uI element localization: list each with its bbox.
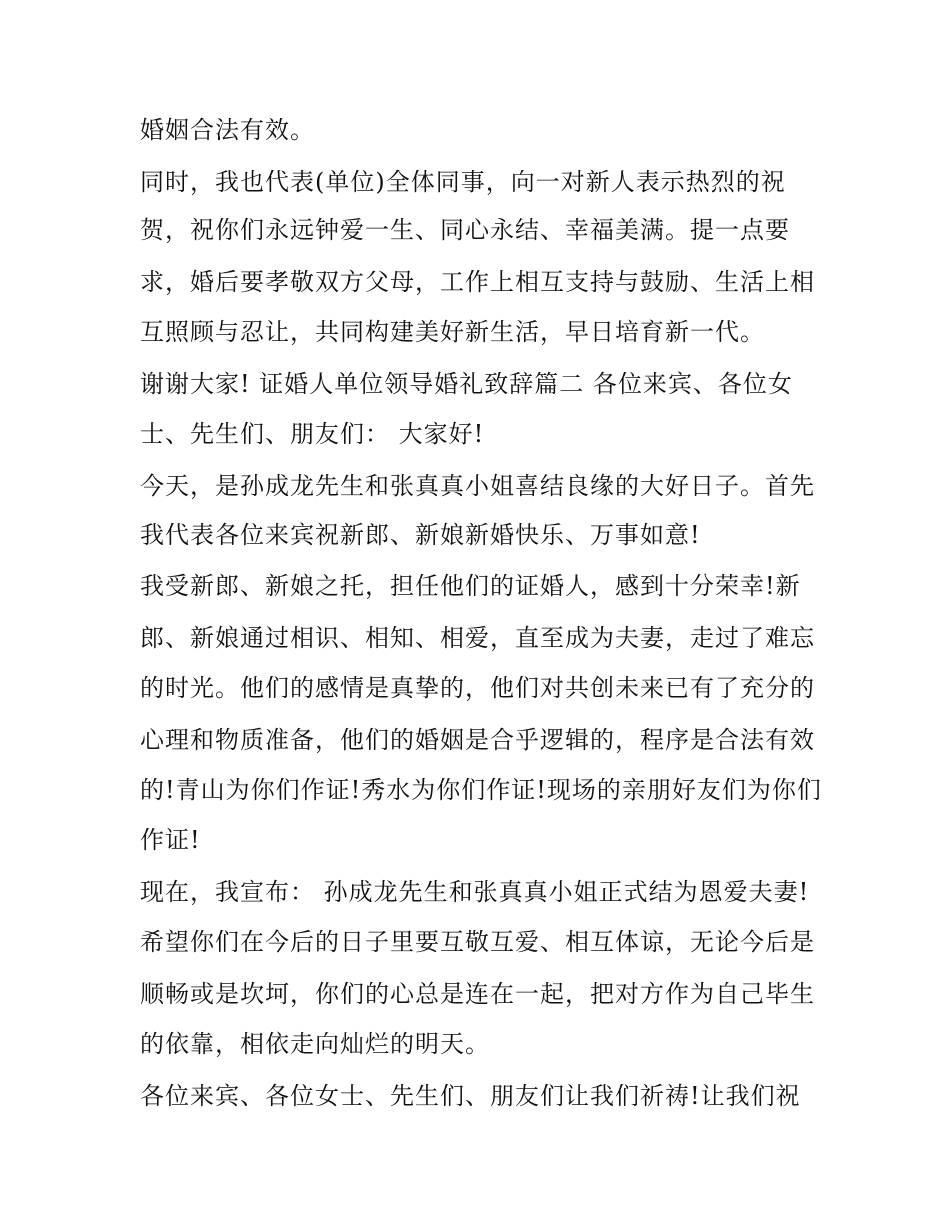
text-line: 谢谢大家! 证婚人单位领导婚礼致辞篇二 各位来宾、各位女 xyxy=(140,370,793,398)
text-line: 作证! xyxy=(140,826,201,854)
text-line: 顺畅或是坎坷，你们的心总是连在一起，把对方作为自己毕生 xyxy=(140,980,815,1008)
text-line: 的!青山为你们作证!秀水为你们作证!现场的亲朋好友们为你们 xyxy=(140,776,822,804)
text-line: 心理和物质准备，他们的婚姻是合乎逻辑的，程序是合法有效 xyxy=(140,726,815,754)
text-line: 的依靠，相依走向灿烂的明天。 xyxy=(140,1030,490,1058)
text-line: 各位来宾、各位女士、先生们、朋友们让我们祈祷!让我们祝 xyxy=(140,1082,801,1110)
text-line: 同时，我也代表(单位)全体同事，向一对新人表示热烈的祝 xyxy=(140,168,786,196)
text-line: 婚姻合法有效。 xyxy=(140,116,315,144)
text-line: 贺，祝你们永远钟爱一生、同心永结、幸福美满。提一点要 xyxy=(140,216,790,244)
text-line: 士、先生们、朋友们： 大家好! xyxy=(140,420,485,448)
text-line: 现在，我宣布： 孙成龙先生和张真真小姐正式结为恩爱夫妻! xyxy=(140,878,810,906)
text-line: 今天，是孙成龙先生和张真真小姐喜结良缘的大好日子。首先 xyxy=(140,472,815,500)
text-line: 求，婚后要孝敬双方父母，工作上相互支持与鼓励、生活上相 xyxy=(140,268,815,296)
text-line: 互照顾与忍让，共同构建美好新生活，早日培育新一代。 xyxy=(140,318,765,346)
text-line: 的时光。他们的感情是真挚的，他们对共创未来已有了充分的 xyxy=(140,674,815,702)
text-line: 郎、新娘通过相识、相知、相爱，直至成为夫妻，走过了难忘 xyxy=(140,624,815,652)
text-line: 我受新郎、新娘之托，担任他们的证婚人，感到十分荣幸!新 xyxy=(140,572,801,600)
text-line: 希望你们在今后的日子里要互敬互爱、相互体谅，无论今后是 xyxy=(140,928,815,956)
text-line: 我代表各位来宾祝新郎、新娘新婚快乐、万事如意! xyxy=(140,521,701,549)
